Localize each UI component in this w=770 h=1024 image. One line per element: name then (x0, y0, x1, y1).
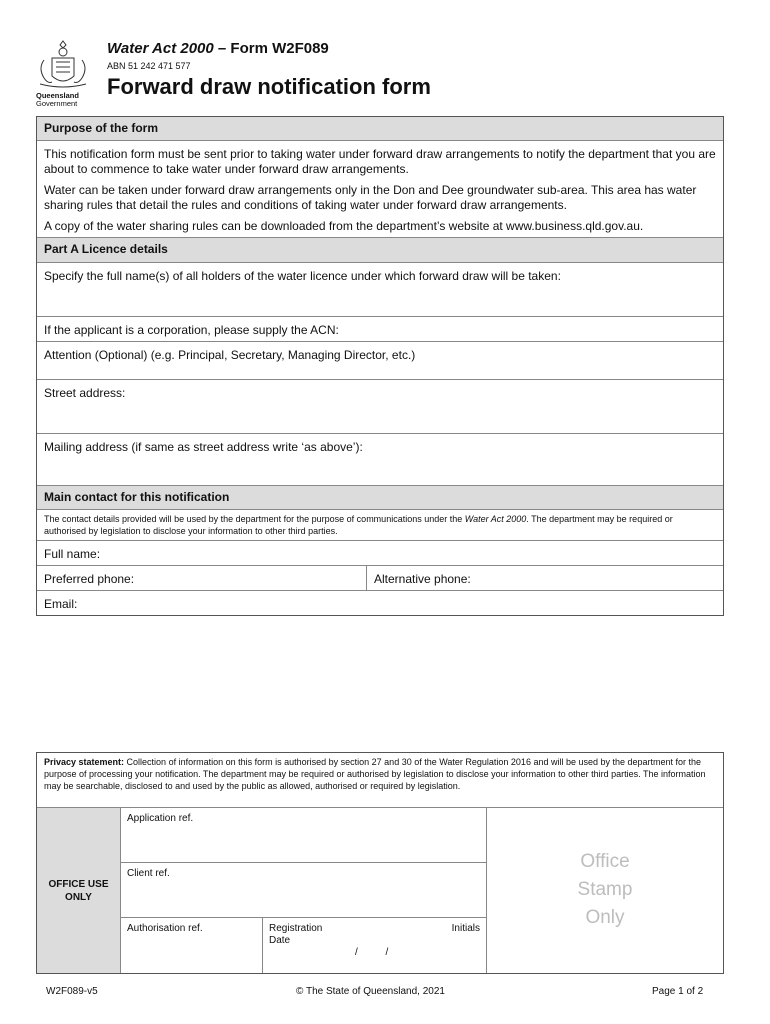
acn-field[interactable] (37, 317, 723, 342)
notification-form (36, 116, 724, 616)
form-code: – Form W2F089 (213, 40, 329, 57)
attention-label: Attention (Optional) (e.g. Principal, Secretary, Managing Director, etc.) (44, 348, 416, 362)
queensland-government-logo (34, 38, 92, 112)
contact-note-b: . The department may be required or authorised by legislation to disclose your information to other third parties. (44, 514, 673, 536)
abn-number: ABN 51 242 471 577 (107, 61, 191, 71)
registration-date-field[interactable] (263, 918, 486, 973)
privacy-text: Collection of information on this form is authorised by section 27 and 30 of the Water Regulation 2016 and will be used by the department for the purpose of processing your notification. The department may be required or authorised by legislation to disclose your information to other third parties. The information may be searchable, disclosed to and used by the public as allowed, authorised or required by legislation. (44, 757, 706, 791)
office-use-text-2: ONLY (65, 891, 92, 903)
purpose-heading: Purpose of the form (37, 117, 723, 141)
main-contact-heading: Main contact for this notification (37, 486, 723, 510)
purpose-section (37, 141, 723, 238)
purpose-para-1: This notification form must be sent prior to taking water under forward draw arrangements to notify the department that you are about to commence to take water under forward draw arrangements. (44, 147, 716, 176)
alternative-phone-label: Alternative phone: (374, 572, 471, 586)
contact-privacy-note (37, 510, 723, 541)
attention-field[interactable] (37, 342, 723, 380)
privacy-office-block (36, 752, 724, 974)
preferred-phone-label: Preferred phone: (44, 572, 135, 586)
page-title: Forward draw notification form (107, 74, 431, 99)
stamp-text-1: Office (580, 851, 630, 872)
full-name-field[interactable] (37, 541, 723, 566)
stamp-text-3: Only (585, 907, 625, 928)
client-ref-field[interactable] (121, 863, 486, 918)
street-address-label: Street address: (44, 386, 126, 400)
street-address-field[interactable] (37, 380, 723, 434)
date-label: Date (269, 935, 291, 946)
authorisation-ref-label: Authorisation ref. (127, 923, 203, 934)
licence-holders-label: Specify the full name(s) of all holders of the water licence under which forward draw will be taken: (44, 269, 561, 283)
application-ref-label: Application ref. (127, 813, 194, 824)
full-name-label: Full name: (44, 547, 101, 561)
acn-label: If the applicant is a corporation, please supply the ACN: (44, 323, 339, 337)
email-field[interactable] (37, 591, 723, 615)
mailing-address-label: Mailing address (if same as street address write ‘as above’): (44, 440, 363, 454)
licence-holders-field[interactable] (37, 263, 723, 317)
mailing-address-field[interactable] (37, 434, 723, 486)
act-name: Water Act 2000 (107, 40, 214, 57)
date-slashes: / / (355, 947, 389, 958)
purpose-para-2: Water can be taken under forward draw arrangements only in the Don and Dee groundwater sub-area. This area has water sharing rules that detail the rules and conditions of taking water under forward draw arrangements. (44, 183, 697, 212)
footer-page-number: Page 1 of 2 (652, 986, 704, 997)
email-label: Email: (44, 597, 78, 611)
contact-note-a: The contact details provided will be used by the department for the purpose of communications under the (44, 514, 465, 524)
form-act-title (107, 40, 329, 57)
registration-label: Registration (269, 923, 323, 934)
office-stamp-area (486, 808, 723, 973)
stamp-text-2: Stamp (577, 879, 633, 900)
application-ref-field[interactable] (121, 808, 486, 863)
contact-note-act: Water Act 2000 (464, 514, 527, 524)
privacy-label: Privacy statement: (44, 757, 125, 767)
logo-text-government: Government (36, 99, 78, 108)
privacy-statement (37, 753, 723, 808)
phone-row (37, 566, 723, 591)
footer-version: W2F089-v5 (46, 986, 98, 997)
office-use-label (37, 808, 121, 973)
logo-text-queensland: Queensland (36, 91, 79, 100)
office-use-text-1: OFFICE USE (48, 878, 109, 890)
purpose-para-3: A copy of the water sharing rules can be downloaded from the department’s website at www.business.qld.gov.au. (44, 219, 644, 233)
part-a-heading: Part A Licence details (37, 238, 723, 263)
authorisation-ref-field[interactable] (121, 918, 263, 973)
client-ref-label: Client ref. (127, 868, 170, 879)
footer-copyright: © The State of Queensland, 2021 (296, 986, 445, 997)
initials-label: Initials (451, 923, 480, 934)
